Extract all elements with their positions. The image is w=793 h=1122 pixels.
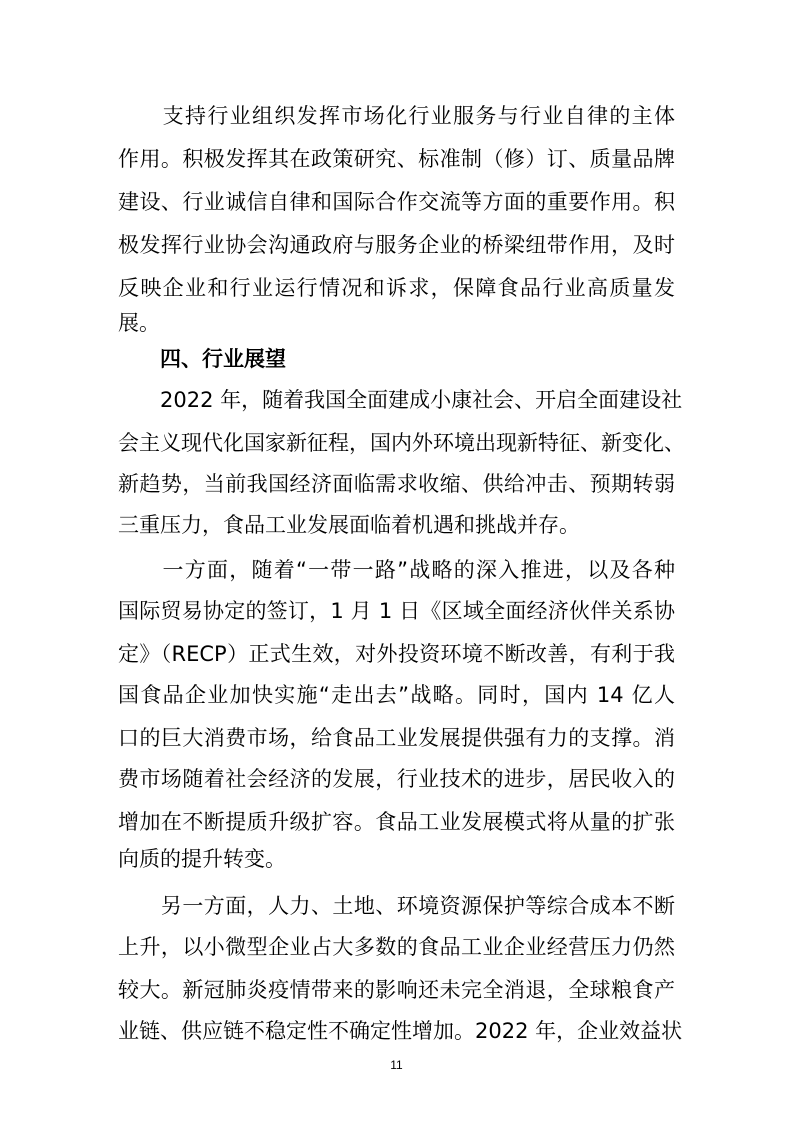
paragraph-1-line-4: 极发挥行业协会沟通政府与服务企业的桥梁纽带作用，及时 — [118, 233, 675, 257]
paragraph-1-line-5: 反映企业和行业运行情况和诉求，保障食品行业高质量发 — [118, 276, 675, 300]
paragraph-3-line-4: 国食品企业加快实施“走出去”战略。同时，国内 14 亿人 — [118, 683, 675, 707]
paragraph-2-line-3: 新趋势，当前我国经济面临需求收缩、供给冲击、预期转弱 — [118, 472, 675, 496]
paragraph-3-line-8: 向质的提升转变。 — [118, 847, 286, 871]
paragraph-3-line-1: 一方面，随着“一带一路”战略的深入推进，以及各种 — [118, 558, 675, 582]
section-heading: 四、行业展望 — [118, 347, 286, 371]
paragraph-3-line-6: 费市场随着社会经济的发展，行业技术的进步，居民收入的 — [118, 767, 675, 791]
paragraph-3-line-7: 增加在不断提质升级扩容。食品工业发展模式将从量的扩张 — [118, 810, 675, 834]
paragraph-1-line-1: 支持行业组织发挥市场化行业服务与行业自律的主体 — [118, 104, 675, 128]
paragraph-2-line-1: 2022 年，随着我国全面建成小康社会、开启全面建设社 — [118, 388, 683, 412]
paragraph-3-line-5: 口的巨大消费市场，给食品工业发展提供强有力的支撑。消 — [118, 726, 675, 750]
paragraph-3-line-2: 国际贸易协定的签订，1 月 1 日《区域全面经济伙伴关系协 — [118, 599, 675, 623]
paragraph-3-line-3: 定》（RECP）正式生效，对外投资环境不断改善，有利于我 — [118, 642, 675, 666]
paragraph-4-line-3: 较大。新冠肺炎疫情带来的影响还未完全消退，全球粮食产 — [118, 978, 675, 1002]
paragraph-4-line-4: 业链、供应链不稳定性不确定性增加。2022 年，企业效益状 — [118, 1019, 683, 1043]
paragraph-4-line-1: 另一方面，人力、土地、环境资源保护等综合成本不断 — [118, 894, 675, 918]
paragraph-1-line-6: 展。 — [118, 311, 160, 335]
paragraph-4-line-2: 上升，以小微型企业占大多数的食品工业企业经营压力仍然 — [118, 935, 675, 959]
paragraph-1-line-2: 作用。积极发挥其在政策研究、标准制（修）订、质量品牌 — [118, 147, 675, 171]
page-number: 11 — [390, 1058, 403, 1072]
paragraph-2-line-4: 三重压力，食品工业发展面临着机遇和挑战并存。 — [118, 513, 580, 537]
paragraph-1-line-3: 建设、行业诚信自律和国际合作交流等方面的重要作用。积 — [118, 190, 675, 214]
paragraph-2-line-2: 会主义现代化国家新征程，国内外环境出现新特征、新变化、 — [118, 431, 685, 455]
